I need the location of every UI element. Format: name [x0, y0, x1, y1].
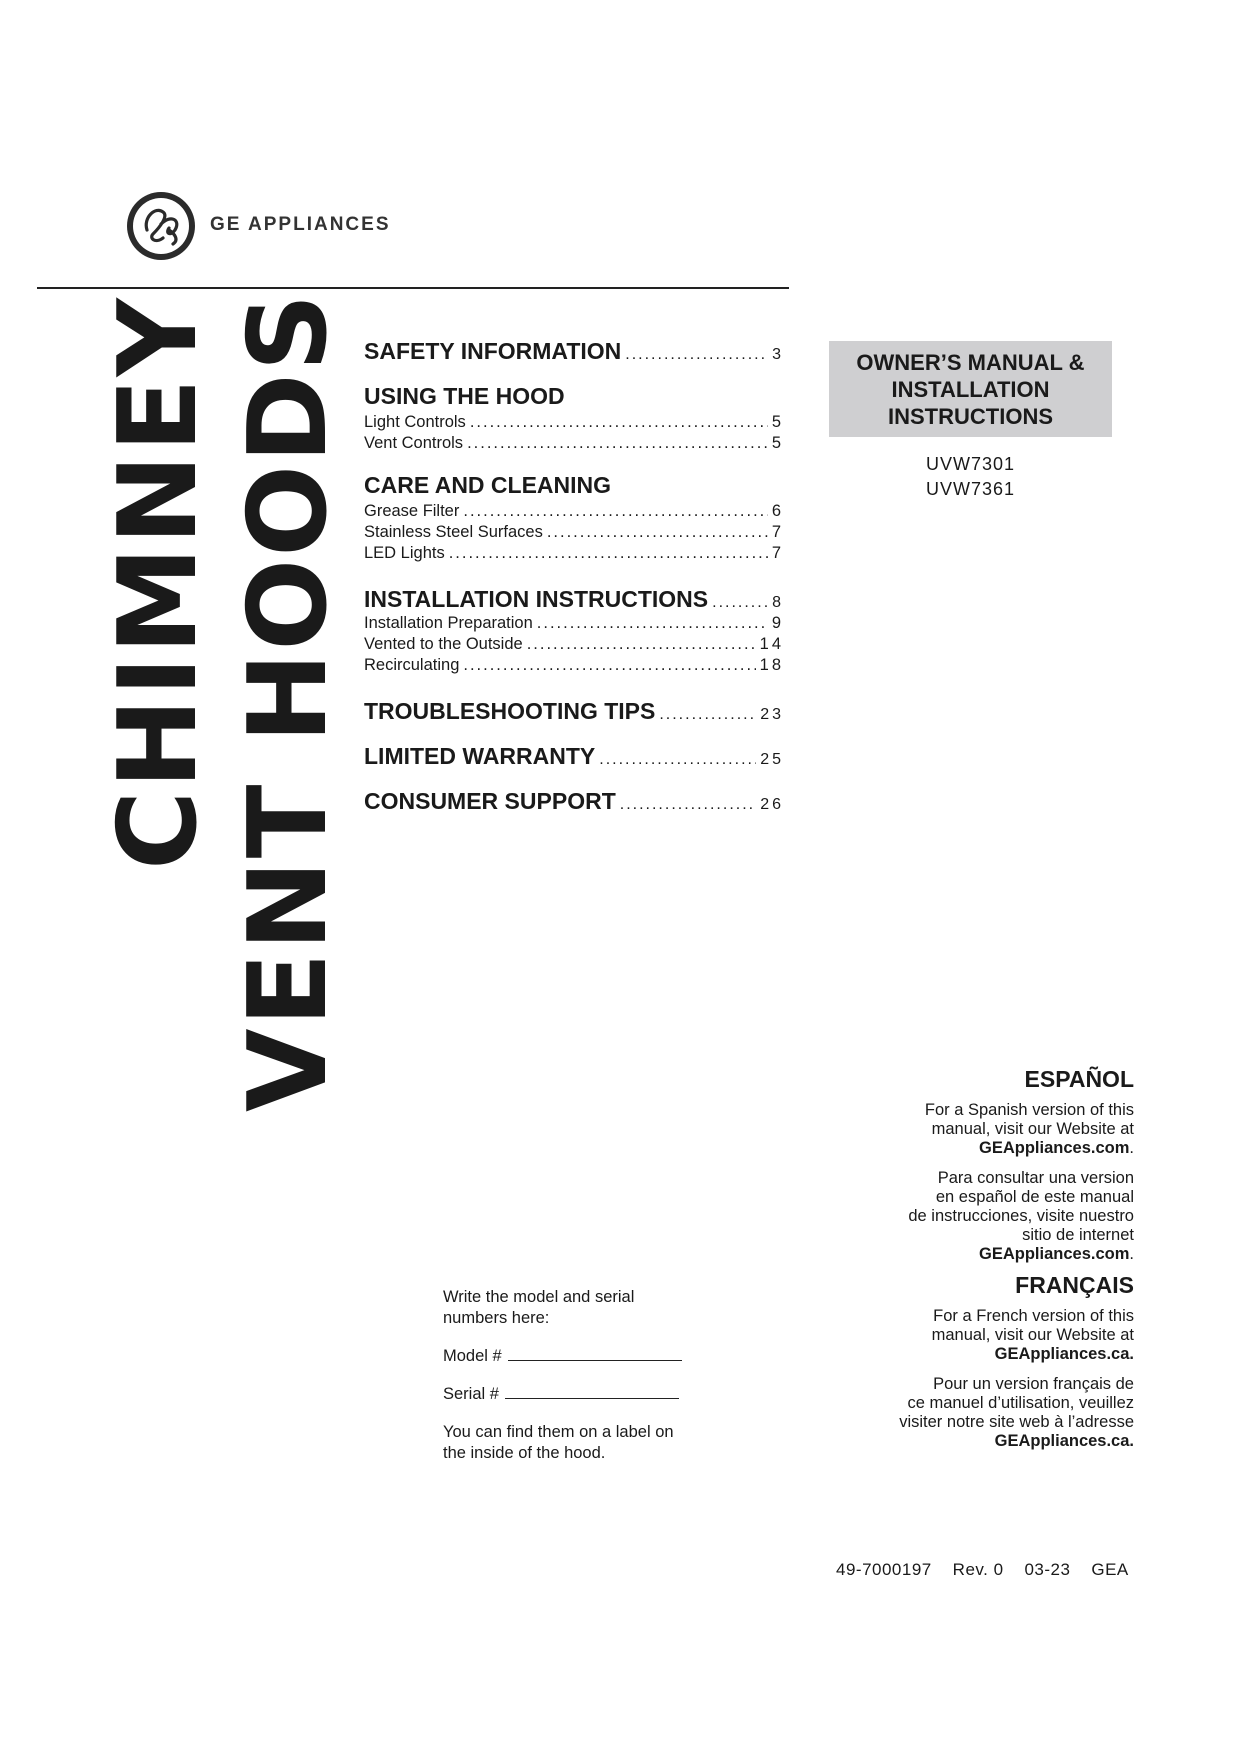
- toc-page: 14: [759, 635, 784, 653]
- toc-page: 18: [759, 656, 784, 674]
- toc-label: Installation Preparation: [364, 614, 533, 632]
- toc-label: TROUBLESHOOTING TIPS: [364, 698, 656, 724]
- header-divider: [37, 287, 789, 289]
- toc-page: 6: [771, 502, 784, 520]
- toc-section-care: CARE AND CLEANING: [364, 472, 612, 498]
- record-intro: [443, 1287, 753, 1329]
- text-line: .: [1129, 1139, 1134, 1157]
- toc-label: Recirculating: [364, 656, 460, 674]
- toc-entry-stainless-steel[interactable]: [364, 522, 784, 543]
- text-line: Write the model and serial: [443, 1288, 635, 1306]
- toc-label: LED Lights: [364, 544, 445, 562]
- toc-leader: [599, 751, 756, 769]
- toc-label: Stainless Steel Surfaces: [364, 523, 543, 541]
- toc-page: 26: [760, 796, 784, 813]
- toc-section-using: USING THE HOOD: [364, 383, 565, 409]
- ge-monogram-icon: [125, 190, 197, 262]
- serial-label: Serial #: [443, 1385, 499, 1403]
- toc-label: LIMITED WARRANTY: [364, 743, 596, 769]
- espanol-heading: ESPAÑOL: [1024, 1066, 1134, 1092]
- toc-entry-safety[interactable]: [364, 338, 784, 365]
- toc-entry-grease-filter[interactable]: [364, 501, 784, 522]
- toc-page: 5: [771, 413, 784, 431]
- francais-heading: FRANÇAIS: [1015, 1272, 1134, 1298]
- francais-english-note: [820, 1307, 1134, 1364]
- text-line: ce manuel d’utilisation, veuillez: [907, 1394, 1134, 1412]
- manual-type-badge: [829, 341, 1112, 437]
- record-note: [443, 1422, 753, 1464]
- toc-leader: [659, 706, 756, 724]
- text-line: For a French version of this: [933, 1307, 1134, 1325]
- toc-leader: [625, 346, 768, 364]
- toc-entry-vented-outside[interactable]: [364, 634, 784, 655]
- manual-type-line: INSTALLATION: [891, 376, 1050, 402]
- toc-label: Grease Filter: [364, 502, 460, 520]
- toc-page: 7: [771, 544, 784, 562]
- text-line: sitio de internet: [1022, 1226, 1134, 1244]
- website-link[interactable]: GEAppliances.ca.: [994, 1432, 1134, 1450]
- company-code: GEA: [1091, 1560, 1129, 1579]
- toc-leader: [620, 796, 756, 814]
- francais-french-note: [820, 1375, 1134, 1451]
- text-line: en español de este manual: [935, 1188, 1134, 1206]
- toc-page: 3: [772, 346, 784, 363]
- table-of-contents: [364, 338, 784, 815]
- toc-entry-troubleshooting[interactable]: [364, 698, 784, 725]
- model-serial-record: [443, 1287, 753, 1481]
- toc-leader: [712, 594, 768, 612]
- serial-blank-line[interactable]: [505, 1384, 679, 1399]
- toc-label: SAFETY INFORMATION: [364, 338, 622, 364]
- document-title-line-2: VENT HOODS: [226, 291, 351, 1112]
- text-line: You can find them on a label on: [443, 1423, 674, 1441]
- model-number: UVW7361: [926, 479, 1016, 499]
- model-numbers: [926, 452, 1015, 502]
- text-line: .: [1129, 1245, 1134, 1263]
- toc-entry-installation-preparation[interactable]: [364, 613, 784, 634]
- toc-leader: [463, 501, 767, 522]
- toc-page: 7: [771, 523, 784, 541]
- espanol-spanish-note: [820, 1169, 1134, 1264]
- toc-label: Light Controls: [364, 413, 466, 431]
- text-line: visiter notre site web à l’adresse: [899, 1413, 1134, 1431]
- espanol-english-note: [820, 1101, 1134, 1158]
- text-line: Pour un version français de: [933, 1375, 1134, 1393]
- brand-name: GE APPLIANCES: [210, 214, 391, 235]
- language-links: [820, 1066, 1134, 1451]
- toc-page: 9: [771, 614, 784, 632]
- text-line: Para consultar una version: [937, 1169, 1134, 1187]
- text-line: numbers here:: [443, 1309, 550, 1327]
- serial-field: [443, 1384, 753, 1405]
- model-label: Model #: [443, 1347, 502, 1365]
- toc-leader: [537, 613, 768, 634]
- toc-leader: [470, 412, 768, 433]
- revision-date: 03-23: [1024, 1560, 1071, 1579]
- toc-entry-recirculating[interactable]: [364, 655, 784, 676]
- text-line: de instrucciones, visite nuestro: [908, 1207, 1134, 1225]
- text-line: For a Spanish version of this: [924, 1101, 1134, 1119]
- text-line: manual, visit our Website at: [931, 1120, 1134, 1138]
- toc-leader: [463, 655, 755, 676]
- document-title-line-1: CHIMNEY: [96, 296, 221, 870]
- website-link[interactable]: GEAppliances.com: [979, 1139, 1130, 1157]
- revision: Rev. 0: [952, 1560, 1004, 1579]
- model-field: [443, 1346, 753, 1367]
- toc-label: Vented to the Outside: [364, 635, 523, 653]
- toc-label: INSTALLATION INSTRUCTIONS: [364, 586, 709, 612]
- toc-entry-light-controls[interactable]: [364, 412, 784, 433]
- manual-type-line: OWNER’S MANUAL &: [856, 349, 1085, 375]
- toc-page: 23: [760, 706, 784, 723]
- manual-type-line: INSTRUCTIONS: [888, 403, 1053, 429]
- toc-page: 25: [760, 751, 784, 768]
- doc-number: 49-7000197: [836, 1560, 932, 1579]
- toc-entry-consumer-support[interactable]: [364, 788, 784, 815]
- website-link[interactable]: GEAppliances.ca.: [994, 1345, 1134, 1363]
- text-line: manual, visit our Website at: [931, 1326, 1134, 1344]
- website-link[interactable]: GEAppliances.com: [979, 1245, 1130, 1263]
- toc-page: 8: [772, 594, 784, 611]
- toc-page: 5: [771, 434, 784, 452]
- toc-entry-led-lights[interactable]: [364, 543, 784, 564]
- toc-label: Vent Controls: [364, 434, 464, 452]
- toc-leader: [449, 543, 768, 564]
- document-footer: [836, 1560, 1129, 1580]
- toc-leader: [547, 522, 768, 543]
- toc-entry-warranty[interactable]: [364, 743, 784, 770]
- toc-leader: [467, 433, 768, 454]
- toc-entry-vent-controls[interactable]: [364, 433, 784, 454]
- toc-entry-installation[interactable]: [364, 586, 784, 613]
- model-blank-line[interactable]: [508, 1346, 682, 1361]
- model-number: UVW7301: [926, 454, 1016, 474]
- toc-label: CONSUMER SUPPORT: [364, 788, 616, 814]
- text-line: the inside of the hood.: [443, 1444, 606, 1462]
- toc-leader: [527, 634, 756, 655]
